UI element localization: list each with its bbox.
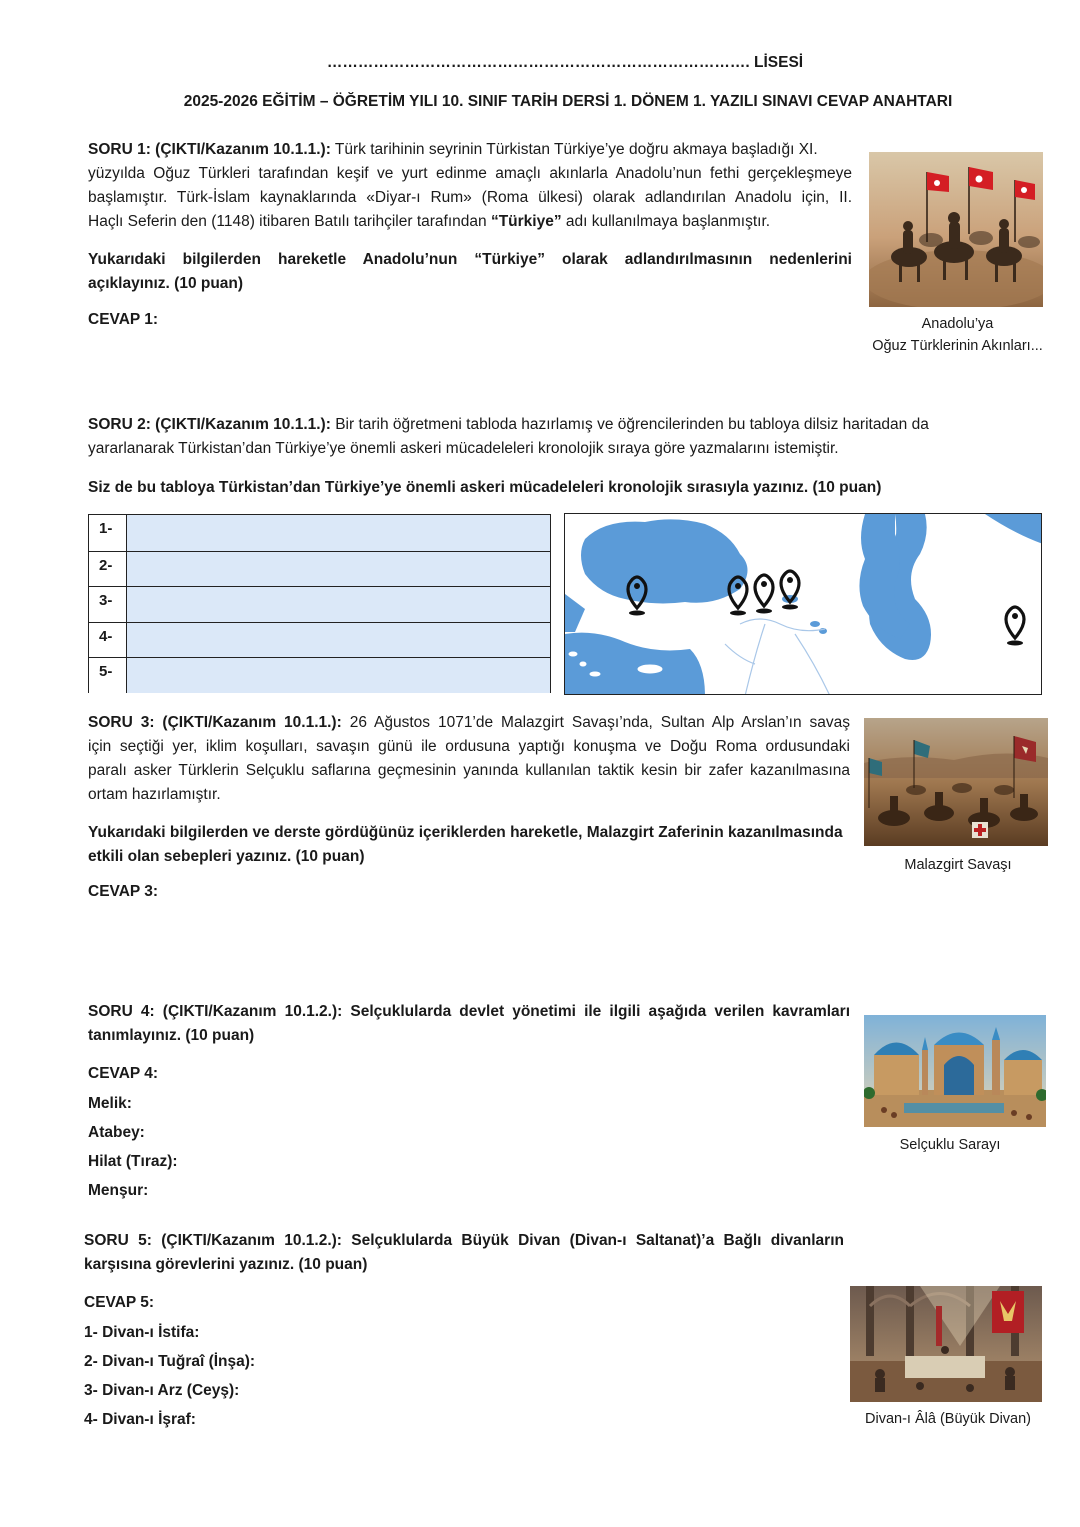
q5-label-line-2: karşısına görevlerini yazınız. (10 puan) xyxy=(84,1256,368,1273)
q3-answer-label: CEVAP 3: xyxy=(88,883,159,900)
q1-line-1: Türk tarihinin seyrinin Türkistan Türkiye’ye doğru akmaya başladığı XI. xyxy=(334,141,818,158)
q1-label: SORU 1: (ÇIKTI/Kazanım 10.1.1.): xyxy=(88,141,331,158)
q4-answer-label: CEVAP 4: xyxy=(88,1065,159,1082)
oguz-raid-image xyxy=(869,152,1043,307)
answer-cell[interactable] xyxy=(127,587,550,622)
q5-label-line-1: SORU 5: (ÇIKTI/Kazanım 10.1.2.): Selçuklularda Büyük Divan (Divan-ı Saltanat)’a Bağlı divanların xyxy=(84,1232,844,1249)
q1-line-end: adı kullanılmaya başlanmıştır. xyxy=(565,213,771,230)
q2-text xyxy=(88,413,1008,437)
answer-cell[interactable] xyxy=(127,658,550,693)
row-number: 4- xyxy=(89,623,127,658)
q1-line-2: yüzyılda Oğuz Türkleri tarafından keşif ve yurt edinme amaçlı akınlarla Anadolu’nun fethi gerçekleşmeye xyxy=(88,165,852,182)
answer-cell[interactable] xyxy=(127,515,550,551)
row-number: 2- xyxy=(89,552,127,587)
table-row xyxy=(89,622,550,658)
q1-bold-word: “Türkiye” xyxy=(490,213,562,230)
q3-line-3: paralı asker Türklerin Selçuklu saflarına geçmesinin yanında kullanılan taktik kesin bir zafer kazanılmasına xyxy=(88,762,850,779)
school-name: ………………………………………………………………………. LİSESİ xyxy=(326,54,804,71)
q3-line-1: 26 Ağustos 1071’de Malazgirt Savaşı’nda, Sultan Alp Arslan’ın savaş xyxy=(349,714,851,731)
q4-item-hilat: Hilat (Tıraz): xyxy=(88,1153,178,1170)
q3-text xyxy=(88,711,850,807)
malazgirt-battle-image xyxy=(864,718,1048,846)
q3-caption: Malazgirt Savaşı xyxy=(904,857,1012,873)
q1-caption-line-1: Anadolu’ya xyxy=(921,316,994,332)
q3-question-line-2: etkili olan sebepleri yazınız. (10 puan) xyxy=(88,848,365,865)
answer-cell[interactable] xyxy=(127,623,550,658)
exam-title: 2025-2026 EĞİTİM – ÖĞRETİM YILI 10. SINIF TARİH DERSİ 1. DÖNEM 1. YAZILI SINAVI CEVAP ANAHTARI xyxy=(183,93,953,110)
q3-line-2: için seçtiği yer, iklim koşulları, savaşın günü ile ordusuna yaptığı konuşma ve Doğu Roma ordusundaki xyxy=(88,738,850,755)
row-number: 5- xyxy=(89,658,127,693)
divan-image xyxy=(850,1286,1042,1402)
q2-line-1: Bir tarih öğretmeni tabloda hazırlamış ve öğrencilerinden bu tabloya dilsiz haritadan da xyxy=(335,416,929,433)
q1-question-line-1: Yukarıdaki bilgilerden hareketle Anadolu’nun “Türkiye” olarak adlandırılmasının nedenlerini xyxy=(88,251,852,268)
table-row xyxy=(89,551,550,587)
q2-question: Siz de bu tabloya Türkistan’dan Türkiye’ye önemli askeri mücadeleleri kronolojik sırasıyla yazınız. (10 puan) xyxy=(88,479,882,496)
answer-cell[interactable] xyxy=(127,552,550,587)
blind-map xyxy=(564,513,1042,695)
q1-line-4: Haçlı Seferin den (1148) itibaren Batılı tarihçiler tarafından xyxy=(88,213,487,230)
q4-item-melik: Melik: xyxy=(88,1095,132,1112)
q3-label: SORU 3: (ÇIKTI/Kazanım 10.1.1.): xyxy=(88,714,342,731)
q3-line-4: ortam hazırlamıştır. xyxy=(88,786,221,803)
q4-item-mensur: Menşur: xyxy=(88,1182,149,1199)
table-row xyxy=(89,657,550,693)
q1-caption-line-2: Oğuz Türklerinin Akınları... xyxy=(872,338,1043,354)
q1-answer-label: CEVAP 1: xyxy=(88,311,159,328)
q4-label-line-2: tanımlayınız. (10 puan) xyxy=(88,1027,255,1044)
q5-item-arz: 3- Divan-ı Arz (Ceyş): xyxy=(84,1382,240,1399)
q1-text xyxy=(88,138,852,234)
table-row xyxy=(89,515,550,551)
row-number: 3- xyxy=(89,587,127,622)
row-number: 1- xyxy=(89,515,127,551)
q4-caption: Selçuklu Sarayı xyxy=(899,1137,1001,1153)
q5-caption: Divan-ı Âlâ (Büyük Divan) xyxy=(865,1411,1031,1427)
q1-question-line-2: açıklayınız. (10 puan) xyxy=(88,275,244,292)
q4-item-atabey: Atabey: xyxy=(88,1124,145,1141)
q4-label-line-1: SORU 4: (ÇIKTI/Kazanım 10.1.2.): Selçuklularda devlet yönetimi ile ilgili aşağıda verilen kavramları xyxy=(88,1003,850,1020)
q5-item-israf: 4- Divan-ı İşraf: xyxy=(84,1411,196,1428)
q5-answer-label: CEVAP 5: xyxy=(84,1294,155,1311)
q2-line-2: yararlanarak Türkistan’dan Türkiye’ye önemli askeri mücadeleleri kronolojik sıraya göre yazmalarını istemiştir. xyxy=(88,440,839,457)
q1-line-3: başlamıştır. Türk-İslam kaynaklarında «Diyar-ı Rum» (Roma ülkesi) olarak adlandırılan Anadolu için, II. xyxy=(88,189,852,206)
q3-question-line-1: Yukarıdaki bilgilerden ve derste gördüğünüz içeriklerden hareketle, Malazgirt Zaferinin kazanılmasında xyxy=(88,824,843,841)
q5-item-tugrai: 2- Divan-ı Tuğraî (İnşa): xyxy=(84,1353,256,1370)
q5-item-istifa: 1- Divan-ı İstifa: xyxy=(84,1324,200,1341)
battles-table xyxy=(88,514,551,693)
table-row xyxy=(89,586,550,622)
q2-label: SORU 2: (ÇIKTI/Kazanım 10.1.1.): xyxy=(88,416,331,433)
seljuk-palace-image xyxy=(864,1015,1046,1127)
